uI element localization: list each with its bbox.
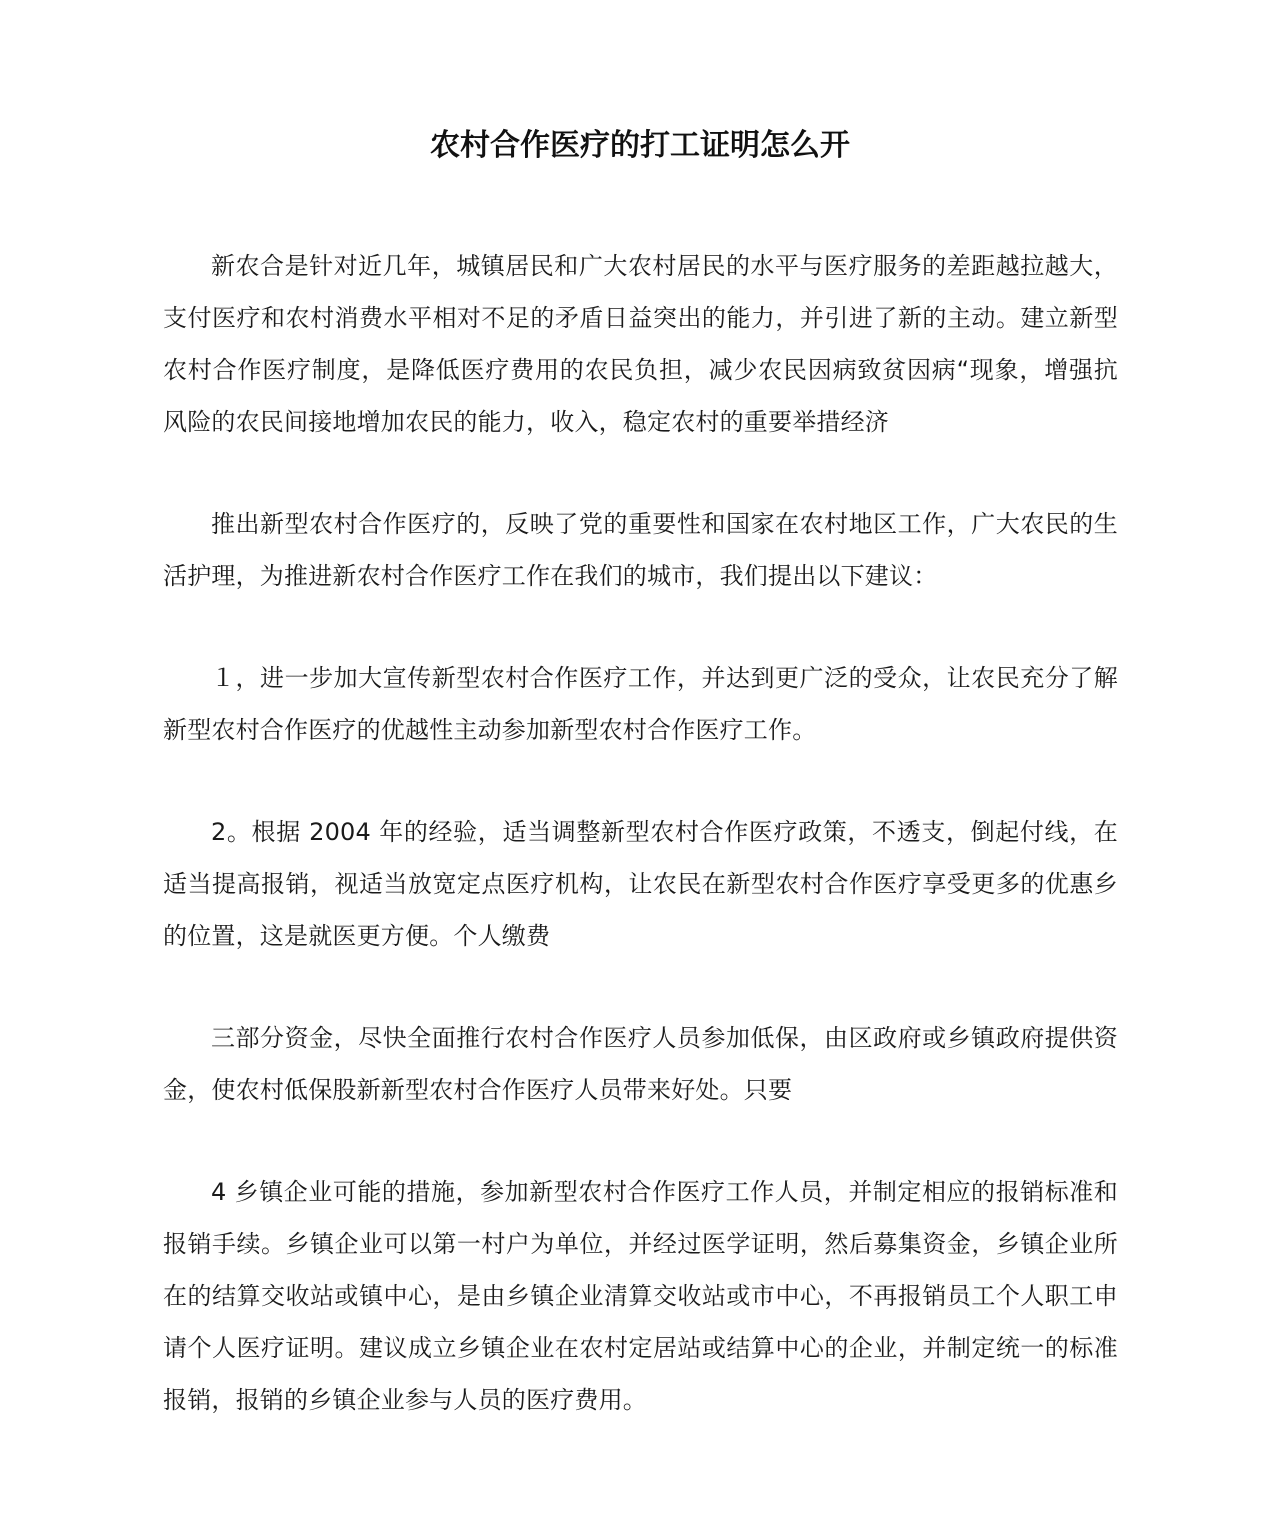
document-body: [163, 240, 1118, 1476]
paragraph-suggestion-2: 2。根据 2004 年的经验，适当调整新型农村合作医疗政策，不透支，倒起付线，在适当提高报销，视适当放宽定点医疗机构，让农民在新型农村合作医疗享受更多的优惠乡的位置，这是就医更方便。个人缴费: [163, 818, 1118, 950]
paragraph-suggestion-3: 三部分资金，尽快全面推行农村合作医疗人员参加低保，由区政府或乡镇政府提供资金，使农村低保股新新型农村合作医疗人员带来好处。只要: [163, 1024, 1118, 1104]
paragraph-suggestions-intro: 推出新型农村合作医疗的，反映了党的重要性和国家在农村地区工作，广大农民的生活护理，为推进新农村合作医疗工作在我们的城市，我们提出以下建议：: [163, 510, 1118, 590]
paragraph-suggestion-4: 4 乡镇企业可能的措施，参加新型农村合作医疗工作人员，并制定相应的报销标准和报销手续。乡镇企业可以第一村户为单位，并经过医学证明，然后募集资金，乡镇企业所在的结算交收站或镇中心，是由乡镇企业清算交收站或市中心，不再报销员工个人职工申请个人医疗证明。建议成立乡镇企业在农村定居站或结算中心的企业，并制定统一的标准报销，报销的乡镇企业参与人员的医疗费用。: [163, 1178, 1118, 1414]
paragraph-suggestion-1: １，进一步加大宣传新型农村合作医疗工作，并达到更广泛的受众，让农民充分了解新型农村合作医疗的优越性主动参加新型农村合作医疗工作。: [163, 664, 1118, 744]
document-title: 农村合作医疗的打工证明怎么开: [430, 128, 850, 163]
paragraph-intro: 新农合是针对近几年，城镇居民和广大农村居民的水平与医疗服务的差距越拉越大，支付医疗和农村消费水平相对不足的矛盾日益突出的能力，并引进了新的主动。建立新型农村合作医疗制度，是降低医疗费用的农民负担，减少农民因病致贫因病“现象，增强抗风险的农民间接地增加农民的能力，收入，稳定农村的重要举措经济: [163, 252, 1118, 436]
